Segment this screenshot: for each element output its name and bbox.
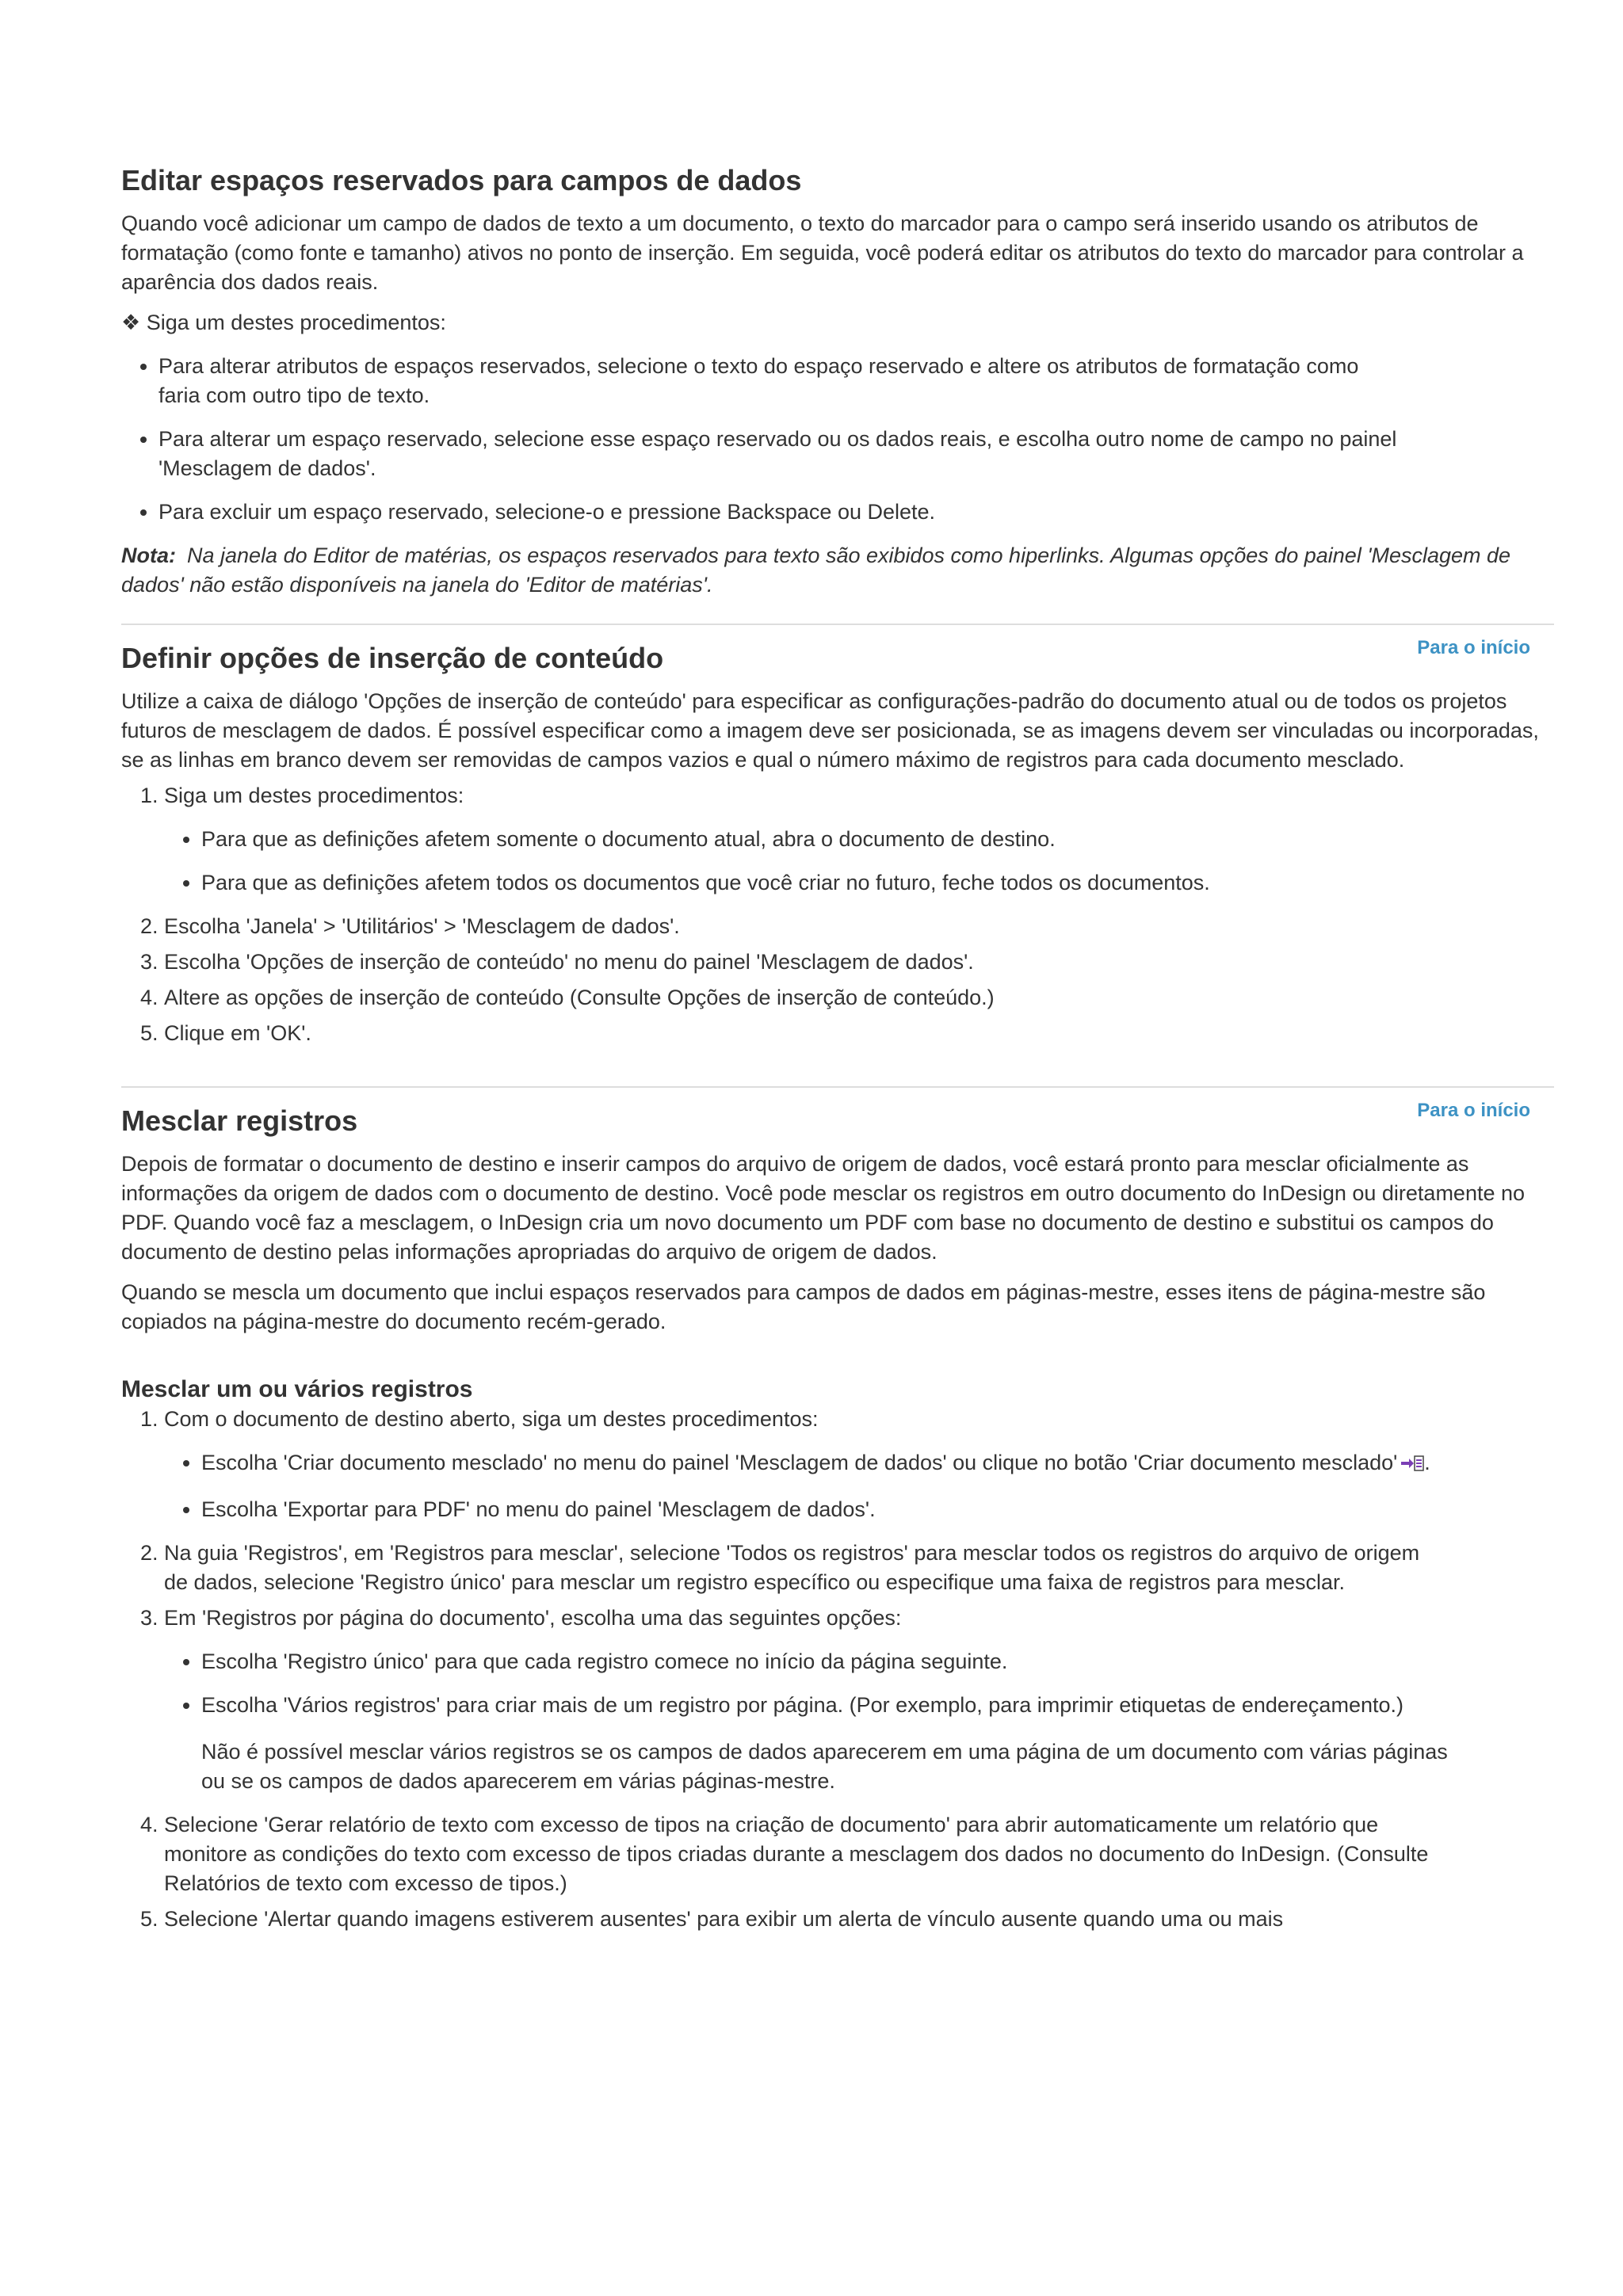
step-item: 2. Na guia 'Registros', em 'Registros para mesclar', selecione 'Todos os registros' para mesclar todos os registros do arquivo de origem de dados, selecione 'Registro único' para mesclar um registro específico ou especifique uma faixa de registros para mesclar. bbox=[164, 1539, 1432, 1597]
list-item: • Para que as definições afetem somente o documento atual, abra o documento de destino. bbox=[201, 825, 1554, 854]
step-item bbox=[164, 1604, 1448, 1796]
step-item: 5. Clique em 'OK'. bbox=[164, 1019, 1554, 1048]
list-item: • Para alterar atributos de espaços reservados, selecione o texto do espaço reservado e altere os atributos de formatação como faria com outro tipo de texto. bbox=[158, 352, 1403, 410]
step-item bbox=[164, 1405, 1432, 1524]
step-item: 4. Selecione 'Gerar relatório de texto com excesso de tipos na criação de documento' para abrir automaticamente um relatório que monitore as condições do texto com excesso de tipos criadas durante a mesclagem dos dados no documento do InDesign. (Consulte Relatórios de texto com excesso de tipos.) bbox=[164, 1810, 1432, 1898]
section-intro: Utilize a caixa de diálogo 'Opções de inserção de conteúdo' para especificar as configurações-padrão do documento atual ou de todos os projetos futuros de mesclagem de dados. É possível especificar como a imagem deve ser posicionada, se as imagens devem ser vinculadas ou incorporadas, se as linhas em branco devem ser removidas de campos vazios e qual o número máximo de registros para cada documento mesclado. bbox=[121, 689, 1539, 772]
list-item-text-end: . bbox=[1424, 1451, 1430, 1474]
section-title: Editar espaços reservados para campos de dados bbox=[121, 164, 802, 196]
procedure-label: Siga um destes procedimentos: bbox=[146, 311, 446, 334]
create-merged-document-icon[interactable] bbox=[1400, 1451, 1424, 1481]
procedure-line bbox=[121, 308, 1554, 338]
note-label: Nota: bbox=[121, 543, 176, 567]
step-text: Em 'Registros por página do documento', escolha uma das seguintes opções: bbox=[164, 1606, 902, 1630]
list-item: • Para alterar um espaço reservado, selecione esse espaço reservado ou os dados reais, e escolha outro nome de campo no painel 'Mesclagem de dados'. bbox=[158, 425, 1403, 483]
step-item: 3. Escolha 'Opções de inserção de conteúdo' no menu do painel 'Mesclagem de dados'. bbox=[164, 948, 1554, 977]
list-item-text: Escolha 'Vários registros' para criar mais de um registro por página. (Por exemplo, para imprimir etiquetas de endereçamento.) bbox=[201, 1693, 1403, 1717]
step-item bbox=[164, 781, 1554, 898]
procedure-list bbox=[121, 352, 1554, 527]
list-item-text: Escolha 'Criar documento mesclado' no menu do painel 'Mesclagem de dados' ou clique no botão 'Criar documento mesclado' bbox=[201, 1451, 1398, 1474]
step-item: 4. Altere as opções de inserção de conteúdo (Consulte Opções de inserção de conteúdo.) bbox=[164, 983, 1554, 1013]
subsection-title: Mesclar um ou vários registros bbox=[121, 1376, 473, 1402]
step-sublist bbox=[164, 1448, 1432, 1524]
steps-list bbox=[121, 781, 1554, 1048]
note-text: Na janela do Editor de matérias, os espaços reservados para texto são exibidos como hiperlinks. Algumas opções do painel 'Mesclagem de dados' não estão disponíveis na janela do 'Editor de matérias'. bbox=[121, 543, 1511, 597]
step-item: 2. Escolha 'Janela' > 'Utilitários' > 'Mesclagem de dados'. bbox=[164, 912, 1554, 941]
step-text: Com o documento de destino aberto, siga um destes procedimentos: bbox=[164, 1407, 819, 1431]
list-item bbox=[201, 1691, 1469, 1796]
section-paragraph: Depois de formatar o documento de destino e inserir campos do arquivo de origem de dados, você estará pronto para mesclar oficialmente as informações da origem de dados com o documento de destino. Você pode mesclar os registros em outro documento do InDesign ou diretamente no PDF. Quando você faz a mesclagem, o InDesign cria um novo documento um PDF com base no documento de destino e substitui os campos do documento de destino pelas informações apropriadas do arquivo de origem de dados. bbox=[121, 1152, 1526, 1264]
list-item: • Escolha 'Exportar para PDF' no menu do painel 'Mesclagem de dados'. bbox=[201, 1495, 1432, 1524]
section-paragraph: Quando se mescla um documento que inclui espaços reservados para campos de dados em páginas-mestre, esses itens de página-mestre são copiados na página-mestre do documento recém-gerado. bbox=[121, 1280, 1486, 1333]
back-to-top-link[interactable]: Para o início bbox=[1417, 1100, 1530, 1121]
note bbox=[121, 541, 1554, 600]
list-item: • Para excluir um espaço reservado, selecione-o e pressione Backspace ou Delete. bbox=[158, 498, 1403, 527]
back-to-top-link[interactable]: Para o início bbox=[1417, 637, 1530, 658]
section-content-placement bbox=[121, 624, 1554, 1048]
section-edit-placeholders bbox=[121, 0, 1554, 600]
step-text: Siga um destes procedimentos: bbox=[164, 784, 464, 807]
section-title: Definir opções de inserção de conteúdo bbox=[121, 642, 664, 674]
list-item-note: Não é possível mesclar vários registros se os campos de dados aparecerem em uma página de um documento com várias páginas ou se os campos de dados aparecerem em várias páginas-mestre. bbox=[201, 1740, 1448, 1793]
section-intro: Quando você adicionar um campo de dados de texto a um documento, o texto do marcador para o campo será inserido usando os atributos de formatação (como fonte e tamanho) ativos no ponto de inserção. Em seguida, você poderá editar os atributos do texto do marcador para controlar a aparência dos dados reais. bbox=[121, 212, 1524, 294]
list-item: • Para que as definições afetem todos os documentos que você criar no futuro, feche todos os documentos. bbox=[201, 868, 1554, 898]
step-item: 5. Selecione 'Alertar quando imagens estiverem ausentes' para exibir um alerta de vínculo ausente quando uma ou mais bbox=[164, 1905, 1432, 1934]
section-title: Mesclar registros bbox=[121, 1104, 358, 1137]
list-item: • Escolha 'Registro único' para que cada registro comece no início da página seguinte. bbox=[201, 1647, 1432, 1676]
step-sublist bbox=[164, 825, 1554, 898]
steps-list bbox=[121, 1405, 1554, 1934]
diamond-cluster-icon: ❖ bbox=[121, 311, 141, 334]
step-sublist bbox=[164, 1647, 1448, 1796]
document-content bbox=[121, 0, 1554, 1934]
section-merge-records bbox=[121, 1086, 1554, 1934]
list-item bbox=[201, 1448, 1469, 1481]
